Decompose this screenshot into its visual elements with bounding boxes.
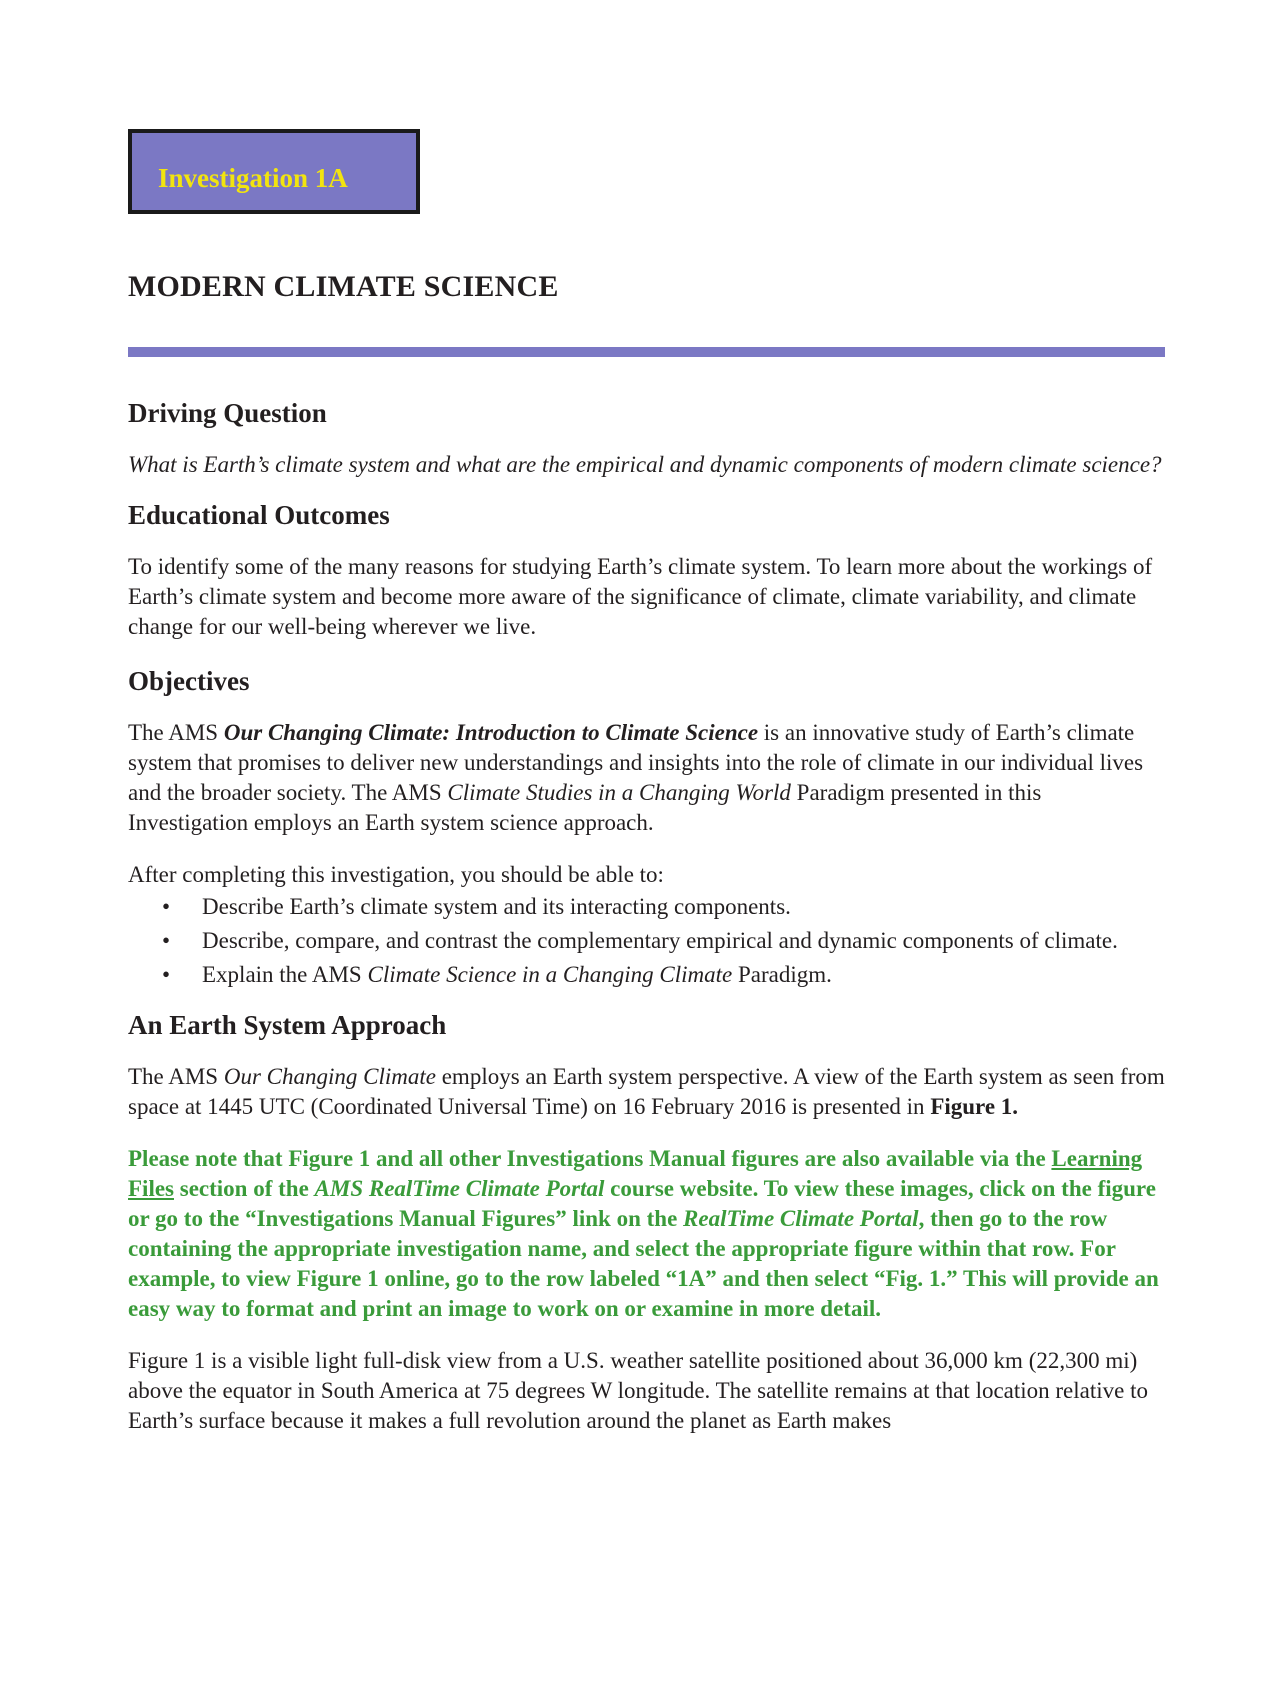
figures-note: Please note that Figure 1 and all other Investigations Manual figures are also available via the Learning Files section of the AMS RealTime Climate Portal course website. To view these images, click on the figure or go to the “Investigations Manual Figures” link on the RealTime Climate Portal, then go to the row containing the appropriate investigation name, and select the appropriate figure within that row. For example, to view Figure 1 online, go to the row labeled “1A” and then select “Fig. 1.” This will provide an easy way to format and print an image to work on or examine in more detail. <box>128 1146 1159 1321</box>
driving-question-text: What is Earth’s climate system and what are the empirical and dynamic components of modern climate science? <box>128 452 1162 477</box>
page-title: MODERN CLIMATE SCIENCE <box>128 270 559 303</box>
investigation-badge <box>128 129 420 214</box>
earth-system-heading: An Earth System Approach <box>128 1010 447 1040</box>
list-item: • Explain the AMS Climate Science in a Changing Climate Paradigm. <box>128 960 1165 990</box>
objectives-intro: After completing this investigation, you should be able to: <box>128 862 664 887</box>
document-body <box>128 396 1165 1458</box>
figure-description-paragraph: Figure 1 is a visible light full-disk view from a U.S. weather satellite positioned about 36,000 km (22,300 mi) above the equator in South America at 75 degrees W longitude. The satellite remains at that location relative to Earth’s surface because it makes a full revolution around the planet as Earth makes <box>128 1348 1148 1433</box>
objectives-heading: Objectives <box>128 666 250 696</box>
title-divider <box>128 347 1165 357</box>
driving-question-heading: Driving Question <box>128 398 327 428</box>
investigation-badge-label: Investigation 1A <box>158 163 348 193</box>
bullet-icon: • <box>162 928 171 953</box>
objectives-list <box>128 892 1165 990</box>
objectives-paragraph: The AMS Our Changing Climate: Introduction to Climate Science is an innovative study of Earth’s climate system that promises to deliver new understandings and insights into the role of climate in our individual lives and the broader society. The AMS Climate Studies in a Changing World Paradigm presented in this Investigation employs an Earth system science approach. <box>128 720 1144 835</box>
educational-outcomes-heading: Educational Outcomes <box>128 500 390 530</box>
educational-outcomes-text: To identify some of the many reasons for studying Earth’s climate system. To learn more about the workings of Earth’s climate system and become more aware of the significance of climate, climate variability, and climate change for our well-being wherever we live. <box>128 554 1153 639</box>
list-item: • Describe, compare, and contrast the complementary empirical and dynamic components of climate. <box>128 926 1165 956</box>
earth-system-paragraph: The AMS Our Changing Climate employs an Earth system perspective. A view of the Earth system as seen from space at 1445 UTC (Coordinated Universal Time) on 16 February 2016 is presented in Figure 1. <box>128 1064 1165 1119</box>
learning-files-link[interactable]: Learning Files <box>128 1146 1143 1201</box>
bullet-icon: • <box>162 894 171 919</box>
bullet-icon: • <box>162 962 171 987</box>
list-item: • Describe Earth’s climate system and its interacting components. <box>128 892 1165 922</box>
